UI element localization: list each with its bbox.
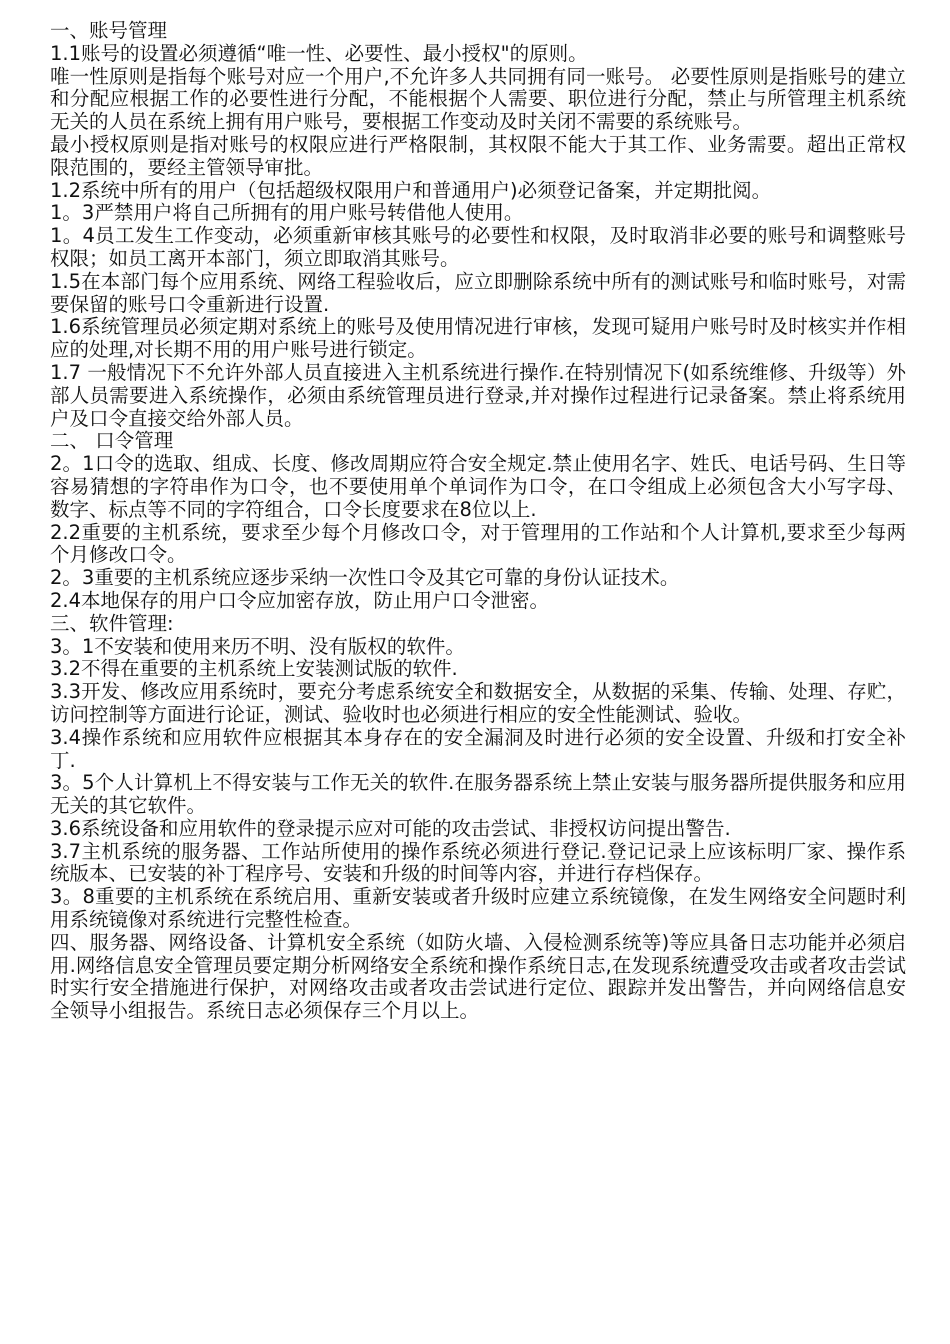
paragraph-3-2: 3.2不得在重要的主机系统上安装测试版的软件. [50, 657, 458, 681]
paragraph-3-7: 3.7主机系统的服务器、工作站所使用的操作系统必须进行登记.登记记录上应该标明厂家、操作系统版本、已安装的补丁程序号、安装和升级的时间等内容，并进行存档保存。 [50, 839, 906, 886]
paragraph-1-7: 1.7 一般情况下不允许外部人员直接进入主机系统进行操作.在特别情况下(如系统维修、升级等）外部人员需要进入系统操作，必须由系统管理员进行登录,并对操作过程进行记录备案。禁止将系统用户及口令直接交给外部人员。 [50, 360, 906, 430]
paragraph-uniqueness-principle: 唯一性原则是指每个账号对应一个用户,不允许多人共同拥有同一账号。 必要性原则是指账号的建立和分配应根据工作的必要性进行分配，不能根据个人需要、职位进行分配，禁止与所管理主机系统无关的人员在系统上拥有用户账号，要根据工作变动及时关闭不需要的系统账号。 [50, 64, 906, 134]
paragraph-3-3: 3.3开发、修改应用系统时，要充分考虑系统安全和数据安全，从数据的采集、传输、处理、存贮，访问控制等方面进行论证，测试、验收时也必须进行相应的安全性能测试、验收。 [50, 680, 906, 726]
paragraph-least-privilege: 最小授权原则是指对账号的权限应进行严格限制，其权限不能大于其工作、业务需要。超出正常权限范围的，要经主管领导审批。 [50, 132, 906, 179]
paragraph-section-4-logging: 四、服务器、网络设备、计算机安全系统（如防火墙、入侵检测系统等)等应具备日志功能并必须启用.网络信息安全管理员要定期分析网络安全系统和操作系统日志,在发现系统遭受攻击或者攻击尝试时实行安全措施进行保护，对网络攻击或者攻击尝试进行定位、跟踪并发出警告，并向网络信息安全领导小组报告。系统日志必须保存三个月以上。 [50, 930, 906, 1023]
paragraph-3-1: 3。1不安装和使用来历不明、没有版权的软件。 [50, 634, 465, 658]
paragraph-2-1: 2。1口令的选取、组成、长度、修改周期应符合安全规定.禁止使用名字、姓氏、电话号码、生日等容易猜想的字符串作为口令，也不要使用单个单词作为口令，在口令组成上必须包含大小写字母、数字、标点等不同的字符组合，口令长度要求在8位以上. [50, 452, 906, 521]
paragraph-1-5: 1.5在本部门每个应用系统、网络工程验收后，应立即删除系统中所有的测试账号和临时账号，对需要保留的账号口令重新进行设置. [50, 269, 906, 316]
paragraph-1-3: 1。3严禁用户将自己所拥有的用户账号转借他人使用。 [50, 201, 524, 225]
paragraph-3-6: 3.6系统设备和应用软件的登录提示应对可能的攻击尝试、非授权访问提出警告. [50, 816, 731, 840]
paragraph-3-8: 3。8重要的主机系统在系统启用、重新安装或者升级时应建立系统镜像，在发生网络安全问题时利用系统镜像对系统进行完整性检查。 [50, 885, 906, 932]
paragraph-2-4: 2.4本地保存的用户口令应加密存放，防止用户口令泄密。 [50, 588, 550, 612]
paragraph-1-4: 1。4员工发生工作变动，必须重新审核其账号的必要性和权限，及时取消非必要的账号和调整账号权限；如员工离开本部门，须立即取消其账号。 [50, 224, 906, 270]
paragraph-1-2: 1.2系统中所有的用户（包括超级权限用户和普通用户)必须登记备案，并定期批阅。 [50, 178, 772, 202]
paragraph-2-2: 2.2重要的主机系统，要求至少每个月修改口令，对于管理用的工作站和个人计算机,要求至少每两个月修改口令。 [50, 520, 906, 567]
section-heading-account: 一、账号管理 [50, 19, 168, 42]
paragraph-3-5: 3。5个人计算机上不得安装与工作无关的软件.在服务器系统上禁止安装与服务器所提供服务和应用无关的其它软件。 [50, 771, 906, 818]
section-heading-software: 三、软件管理: [50, 611, 174, 635]
paragraph-1-1: 1.1账号的设置必须遵循“唯一性、必要性、最小授权"的原则。 [50, 41, 588, 65]
paragraph-2-3: 2。3重要的主机系统应逐步采纳一次性口令及其它可靠的身份认证技术。 [50, 566, 680, 590]
section-heading-password: 二、 口令管理 [50, 429, 174, 453]
paragraph-3-4: 3.4操作系统和应用软件应根据其本身存在的安全漏洞及时进行必须的安全设置、升级和打安全补丁. [50, 725, 906, 772]
paragraph-1-6: 1.6系统管理员必须定期对系统上的账号及使用情况进行审核，发现可疑用户账号时及时核实并作相应的处理,对长期不用的用户账号进行锁定。 [50, 315, 906, 362]
